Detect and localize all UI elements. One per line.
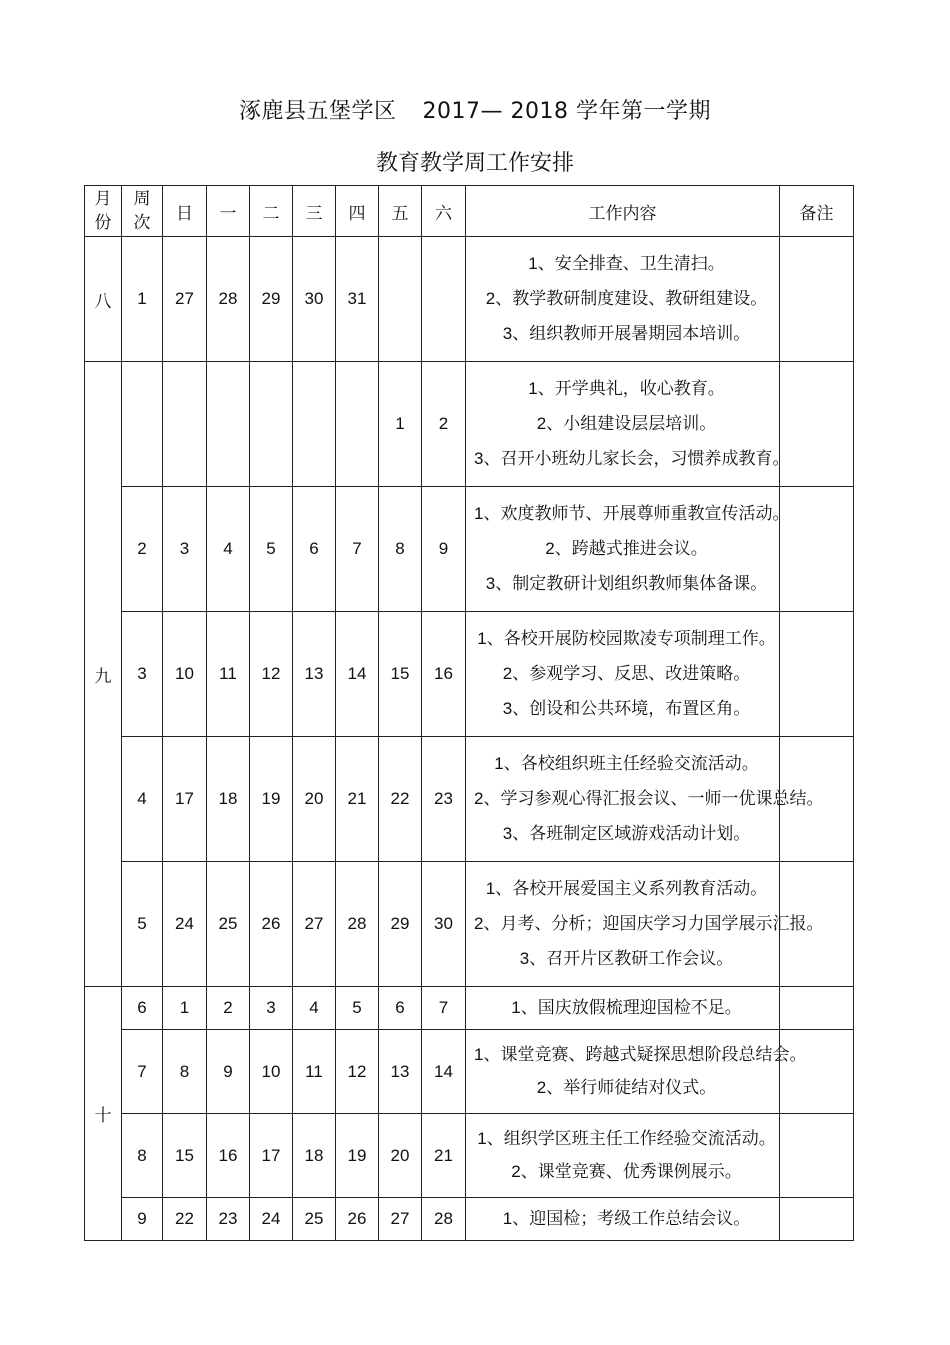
day-cell-sat: 2 [422, 362, 466, 487]
day-cell-sun: 17 [163, 737, 207, 862]
day-cell-mon: 16 [207, 1114, 250, 1198]
day-cell-wed: 6 [293, 487, 336, 612]
day-cell-thu: 26 [336, 1198, 379, 1241]
day-cell-tue: 10 [250, 1030, 293, 1114]
week-cell: 1 [122, 237, 163, 362]
day-cell-wed: 13 [293, 612, 336, 737]
day-cell-thu: 21 [336, 737, 379, 862]
table-row [85, 987, 854, 1030]
document-subtitle: 教育教学周工作安排 [375, 151, 574, 176]
day-cell-fri: 29 [379, 862, 422, 987]
work-item: 2、课堂竞赛、优秀课例展示。 [511, 1161, 742, 1181]
work-item-list [466, 363, 790, 486]
week-cell [122, 362, 163, 487]
day-cell-wed: 11 [293, 1030, 336, 1114]
week-cell: 4 [122, 737, 163, 862]
remark-cell [780, 362, 854, 487]
table-row [85, 862, 854, 987]
week-cell: 2 [122, 487, 163, 612]
month-cell: 八 [85, 237, 122, 362]
work-item: 3、创设和公共环境，布置区角。 [502, 698, 751, 718]
work-item: 3、召开小班幼儿家长会，习惯养成教育。 [474, 448, 790, 468]
work-item: 2、小组建设层层培训。 [536, 414, 717, 433]
day-cell-sat: 14 [422, 1030, 466, 1114]
day-cell-thu: 7 [336, 487, 379, 612]
work-item-list [466, 613, 779, 736]
day-cell-tue: 29 [250, 237, 293, 362]
work-content-cell [466, 1198, 780, 1241]
week-cell: 5 [122, 862, 163, 987]
work-item: 3、组织教师开展暑期园本培训。 [502, 323, 751, 343]
table-row [85, 237, 854, 362]
day-cell-fri: 15 [379, 612, 422, 737]
remark-cell [780, 1114, 854, 1198]
table-row [85, 1030, 854, 1114]
month-cell: 九 [85, 362, 122, 987]
day-cell-tue: 24 [250, 1198, 293, 1241]
header-tue: 二 [250, 186, 293, 237]
work-content-cell [466, 612, 780, 737]
work-item-list [466, 488, 790, 611]
work-content-cell [466, 237, 780, 362]
remark-cell [780, 237, 854, 362]
day-cell-sun: 10 [163, 612, 207, 737]
schedule-table [84, 185, 854, 1241]
day-cell-tue: 12 [250, 612, 293, 737]
table-row [85, 612, 854, 737]
day-cell-mon [207, 362, 250, 487]
day-cell-sat: 16 [422, 612, 466, 737]
day-cell-wed: 20 [293, 737, 336, 862]
day-cell-tue: 3 [250, 987, 293, 1030]
week-cell: 8 [122, 1114, 163, 1198]
header-thu: 四 [336, 186, 379, 237]
day-cell-fri [379, 237, 422, 362]
day-cell-sun: 15 [163, 1114, 207, 1198]
work-content-cell [466, 1030, 807, 1114]
day-cell-sat: 23 [422, 737, 466, 862]
day-cell-thu: 19 [336, 1114, 379, 1198]
table-header-row [85, 186, 854, 237]
day-cell-tue: 19 [250, 737, 293, 862]
work-item: 1、各校开展爱国主义系列教育活动。 [485, 879, 768, 899]
day-cell-thu: 5 [336, 987, 379, 1030]
work-item: 2、教学教研制度建设、教研组建设。 [485, 289, 768, 308]
day-cell-thu: 12 [336, 1030, 379, 1114]
remark-cell [780, 987, 854, 1030]
day-cell-mon: 28 [207, 237, 250, 362]
remark-cell [780, 1198, 854, 1241]
work-item: 2、学习参观心得汇报会议、一师一优课总结。 [474, 789, 824, 808]
day-cell-fri: 20 [379, 1114, 422, 1198]
day-cell-sat: 28 [422, 1198, 466, 1241]
work-content-cell [466, 1114, 780, 1198]
work-content-cell [466, 987, 780, 1030]
day-cell-sun [163, 362, 207, 487]
title-term: 2017— 2018 学年第一学期 [422, 99, 711, 124]
day-cell-wed: 30 [293, 237, 336, 362]
table-row [85, 1114, 854, 1198]
work-item-list [466, 863, 824, 986]
week-cell: 7 [122, 1030, 163, 1114]
day-cell-sun: 3 [163, 487, 207, 612]
work-item-list [466, 988, 779, 1029]
header-sat: 六 [422, 186, 466, 237]
remark-cell [780, 612, 854, 737]
day-cell-fri: 13 [379, 1030, 422, 1114]
table-body [85, 237, 854, 1241]
table-row [85, 362, 854, 487]
week-cell: 3 [122, 612, 163, 737]
work-item: 2、月考、分析；迎国庆学习力国学展示汇报。 [474, 914, 824, 933]
month-cell: 十 [85, 987, 122, 1241]
week-cell: 9 [122, 1198, 163, 1241]
work-item: 1、迎国检；考级工作总结会议。 [502, 1209, 751, 1228]
day-cell-sun: 22 [163, 1198, 207, 1241]
day-cell-thu [336, 362, 379, 487]
week-cell: 6 [122, 987, 163, 1030]
work-item: 1、课堂竞赛、跨越式疑探思想阶段总结会。 [474, 1045, 807, 1065]
header-month: 月 份 [85, 186, 122, 237]
work-item-list [466, 238, 779, 361]
work-item-list [466, 738, 824, 861]
work-item-list [466, 1031, 807, 1113]
work-item: 1、组织学区班主任工作经验交流活动。 [477, 1129, 776, 1149]
day-cell-tue: 5 [250, 487, 293, 612]
day-cell-sat: 7 [422, 987, 466, 1030]
day-cell-fri: 1 [379, 362, 422, 487]
work-item: 1、欢度教师节、开展尊师重教宣传活动。 [474, 504, 790, 524]
day-cell-mon: 4 [207, 487, 250, 612]
header-wed: 三 [293, 186, 336, 237]
day-cell-sun: 8 [163, 1030, 207, 1114]
work-item-list [466, 1199, 779, 1240]
day-cell-sun: 1 [163, 987, 207, 1030]
work-item: 1、国庆放假梳理迎国检不足。 [511, 998, 742, 1017]
header-sun: 日 [163, 186, 207, 237]
header-week: 周 次 [122, 186, 163, 237]
day-cell-fri: 22 [379, 737, 422, 862]
header-fri: 五 [379, 186, 422, 237]
work-content-cell [466, 862, 824, 987]
work-item: 1、各校开展防校园欺凌专项制理工作。 [477, 629, 776, 649]
work-item: 2、举行师徒结对仪式。 [536, 1077, 717, 1097]
header-content: 工作内容 [466, 186, 780, 237]
work-item: 1、安全排查、卫生清扫。 [528, 254, 725, 274]
header-mon: 一 [207, 186, 250, 237]
day-cell-sun: 27 [163, 237, 207, 362]
day-cell-thu: 31 [336, 237, 379, 362]
day-cell-sat [422, 237, 466, 362]
work-item: 1、各校组织班主任经验交流活动。 [494, 754, 759, 774]
day-cell-wed: 27 [293, 862, 336, 987]
work-item: 3、召开片区教研工作会议。 [519, 948, 734, 968]
day-cell-tue [250, 362, 293, 487]
work-content-cell [466, 362, 790, 487]
table-row [85, 737, 854, 862]
day-cell-fri: 6 [379, 987, 422, 1030]
day-cell-mon: 9 [207, 1030, 250, 1114]
work-content-cell [466, 737, 824, 862]
day-cell-tue: 17 [250, 1114, 293, 1198]
remark-cell [780, 487, 854, 612]
day-cell-sat: 21 [422, 1114, 466, 1198]
day-cell-sun: 24 [163, 862, 207, 987]
work-item: 2、参观学习、反思、改进策略。 [502, 664, 751, 683]
work-item: 1、开学典礼，收心教育。 [528, 379, 725, 399]
header-remark: 备注 [780, 186, 854, 237]
work-item-list [466, 1115, 779, 1197]
day-cell-fri: 8 [379, 487, 422, 612]
day-cell-wed: 18 [293, 1114, 336, 1198]
day-cell-tue: 26 [250, 862, 293, 987]
day-cell-thu: 14 [336, 612, 379, 737]
day-cell-wed: 25 [293, 1198, 336, 1241]
work-content-cell [466, 487, 790, 612]
day-cell-mon: 18 [207, 737, 250, 862]
day-cell-wed [293, 362, 336, 487]
remark-cell [780, 1030, 854, 1114]
day-cell-thu: 28 [336, 862, 379, 987]
day-cell-wed: 4 [293, 987, 336, 1030]
work-item: 2、跨越式推进会议。 [545, 539, 708, 558]
work-item: 3、制定教研计划组织教师集体备课。 [485, 573, 768, 593]
table-row [85, 487, 854, 612]
day-cell-mon: 23 [207, 1198, 250, 1241]
work-item: 3、各班制定区域游戏活动计划。 [502, 823, 751, 843]
day-cell-fri: 27 [379, 1198, 422, 1241]
title-school: 涿鹿县五堡学区 [239, 99, 397, 124]
table-row [85, 1198, 854, 1241]
day-cell-sat: 9 [422, 487, 466, 612]
document-title [0, 94, 950, 125]
day-cell-mon: 11 [207, 612, 250, 737]
day-cell-mon: 2 [207, 987, 250, 1030]
day-cell-sat: 30 [422, 862, 466, 987]
day-cell-mon: 25 [207, 862, 250, 987]
